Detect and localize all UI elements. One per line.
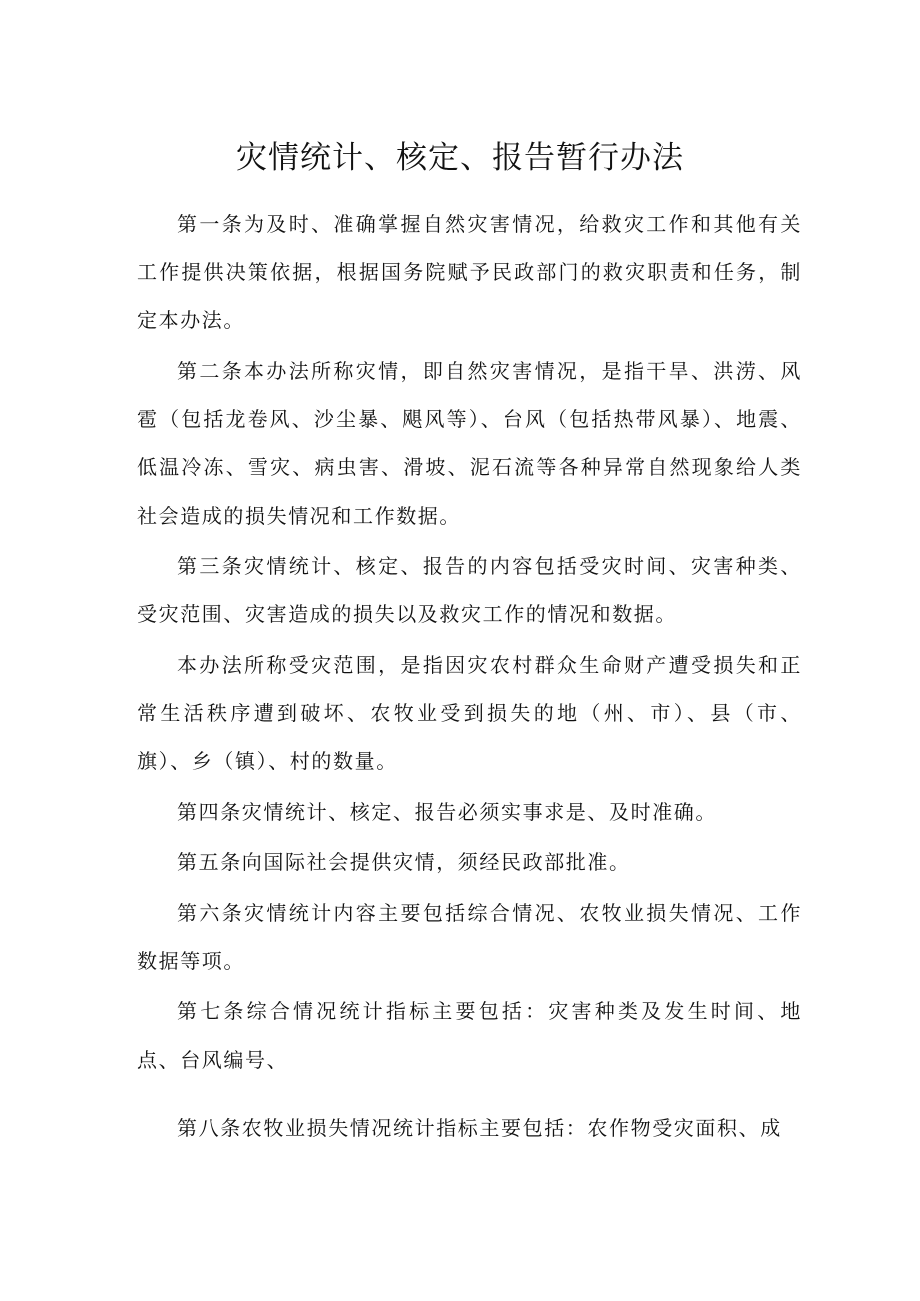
article-5-paragraph: 第五条向国际社会提供灾情，须经民政部批准。 (177, 850, 631, 875)
disaster-scope-paragraph: 本办法所称受灾范围，是指因灾农村群众生命财产遭受损失和正常生活秩序遭到破坏、农牧业受到损失的地（州、市）、县（市、旗）、乡（镇）、村的数量。 (137, 652, 802, 774)
article-6-paragraph: 第六条灾情统计内容主要包括综合情况、农牧业损失情况、工作数据等项。 (137, 900, 802, 973)
article-2-paragraph: 第二条本办法所称灾情，即自然灾害情况，是指干旱、洪涝、风雹（包括龙卷风、沙尘暴、飓风等）、台风（包括热带风暴）、地震、低温冷冻、雪灾、病虫害、滑坡、泥石流等各种异常自然现象给人类社会造成的损失情况和工作数据。 (137, 358, 802, 528)
article-4-paragraph: 第四条灾情统计、核定、报告必须实事求是、及时准确。 (177, 799, 717, 824)
article-1-paragraph: 第一条为及时、准确掌握自然灾害情况，给救灾工作和其他有关工作提供决策依据，根据国务院赋予民政部门的救灾职责和任务，制定本办法。 (137, 212, 802, 333)
article-3-paragraph: 第三条灾情统计、核定、报告的内容包括受灾时间、灾害种类、受灾范围、灾害造成的损失以及救灾工作的情况和数据。 (137, 554, 802, 627)
article-8-paragraph: 第八条农牧业损失情况统计指标主要包括：农作物受灾面积、成 (177, 1115, 782, 1140)
article-7-paragraph: 第七条综合情况统计指标主要包括：灾害种类及发生时间、地点、台风编号、 (137, 999, 802, 1072)
document-title: 灾情统计、核定、报告暂行办法 (236, 140, 684, 176)
document-body (137, 200, 802, 1154)
